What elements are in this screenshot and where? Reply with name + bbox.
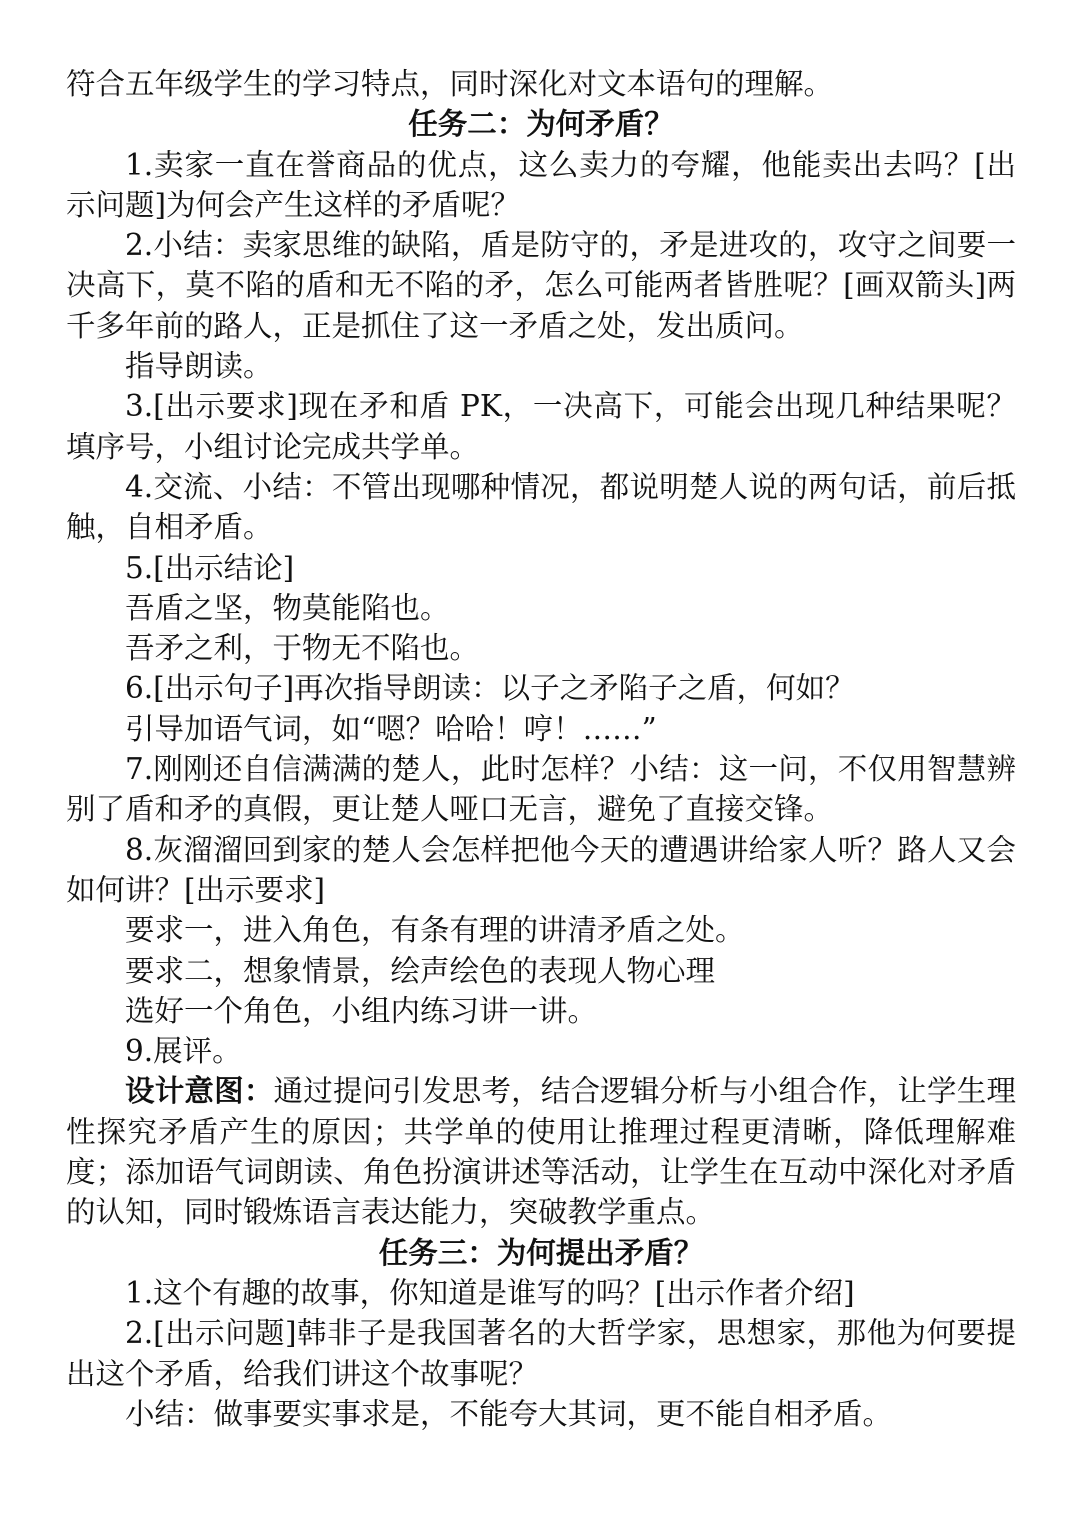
task2-paragraph: 指导朗读。 [125,349,273,384]
task2-paragraph: 要求一，进入角色，有条有理的讲清矛盾之处。 [125,913,745,948]
task2-paragraph: 要求二，想象情景，绘声绘色的表现人物心理 [125,953,716,988]
task2-paragraph: 吾矛之利，于物无不陷也。 [125,631,480,666]
document-page [66,64,1016,1434]
task3-paragraph: 小结：做事要实事求是，不能夸大其词，更不能自相矛盾。 [125,1396,893,1431]
task2-paragraph: 5.[出示结论] [125,550,295,585]
design-intent-text: 通过提问引发思考，结合逻辑分析与小组合作，让学生理性探究矛盾产生的原因；共学单的使用让推理过程更清晰，降低理解难度；添加语气词朗读、角色扮演讲述等活动，让学生在互动中深化对矛盾的认知，同时锻炼语言表达能力，突破教学重点。 [66,1074,1016,1230]
task3-paragraph: 1.这个有趣的故事，你知道是谁写的吗？[出示作者介绍] [125,1275,855,1310]
task2-paragraph: 4.交流、小结：不管出现哪种情况，都说明楚人说的两句话，前后抵触，自相矛盾。 [66,469,1016,545]
task2-paragraph: 吾盾之坚，物莫能陷也。 [125,590,450,625]
task2-paragraph: 引导加语气词，如“嗯？哈哈！哼！……” [125,711,657,746]
task3-heading: 任务三：为何提出矛盾？ [378,1234,704,1270]
task2-paragraph: 选好一个角色，小组内练习讲一讲。 [125,993,598,1028]
intro-line: 符合五年级学生的学习特点，同时深化对文本语句的理解。 [66,67,834,101]
task2-paragraph: 3.[出示要求]现在矛和盾 PK，一决高下，可能会出现几种结果呢？填序号，小组讨论完成共学单。 [66,389,1016,464]
design-intent-label: 设计意图： [125,1073,274,1109]
task2-paragraph: 1.卖家一直在誉商品的优点，这么卖力的夸耀，他能卖出去吗？[出示问题]为何会产生这样的矛盾呢？ [66,147,1016,222]
task2-paragraph: 9.展评。 [125,1034,242,1069]
task2-paragraph: 6.[出示句子]再次指导朗读：以子之矛陷子之盾，何如？ [125,671,855,706]
task2-paragraph: 8.灰溜溜回到家的楚人会怎样把他今天的遭遇讲给家人听？路人又会如何讲？[出示要求] [66,832,1016,907]
task2-paragraph: 7.刚刚还自信满满的楚人，此时怎样？小结：这一问，不仅用智慧辨别了盾和矛的真假，更让楚人哑口无言，避免了直接交锋。 [66,752,1016,827]
design-intent-paragraph [66,1071,1016,1232]
task2-heading: 任务二：为何矛盾？ [408,106,674,142]
task2-paragraph: 2.小结：卖家思维的缺陷，盾是防守的，矛是进攻的，攻守之间要一决高下，莫不陷的盾和无不陷的矛，怎么可能两者皆胜呢？[画双箭头]两千多年前的路人，正是抓住了这一矛盾之处，发出质问。 [66,228,1016,343]
task3-paragraph: 2.[出示问题]韩非子是我国著名的大哲学家，思想家，那他为何要提出这个矛盾，给我们讲这个故事呢？ [66,1316,1016,1391]
